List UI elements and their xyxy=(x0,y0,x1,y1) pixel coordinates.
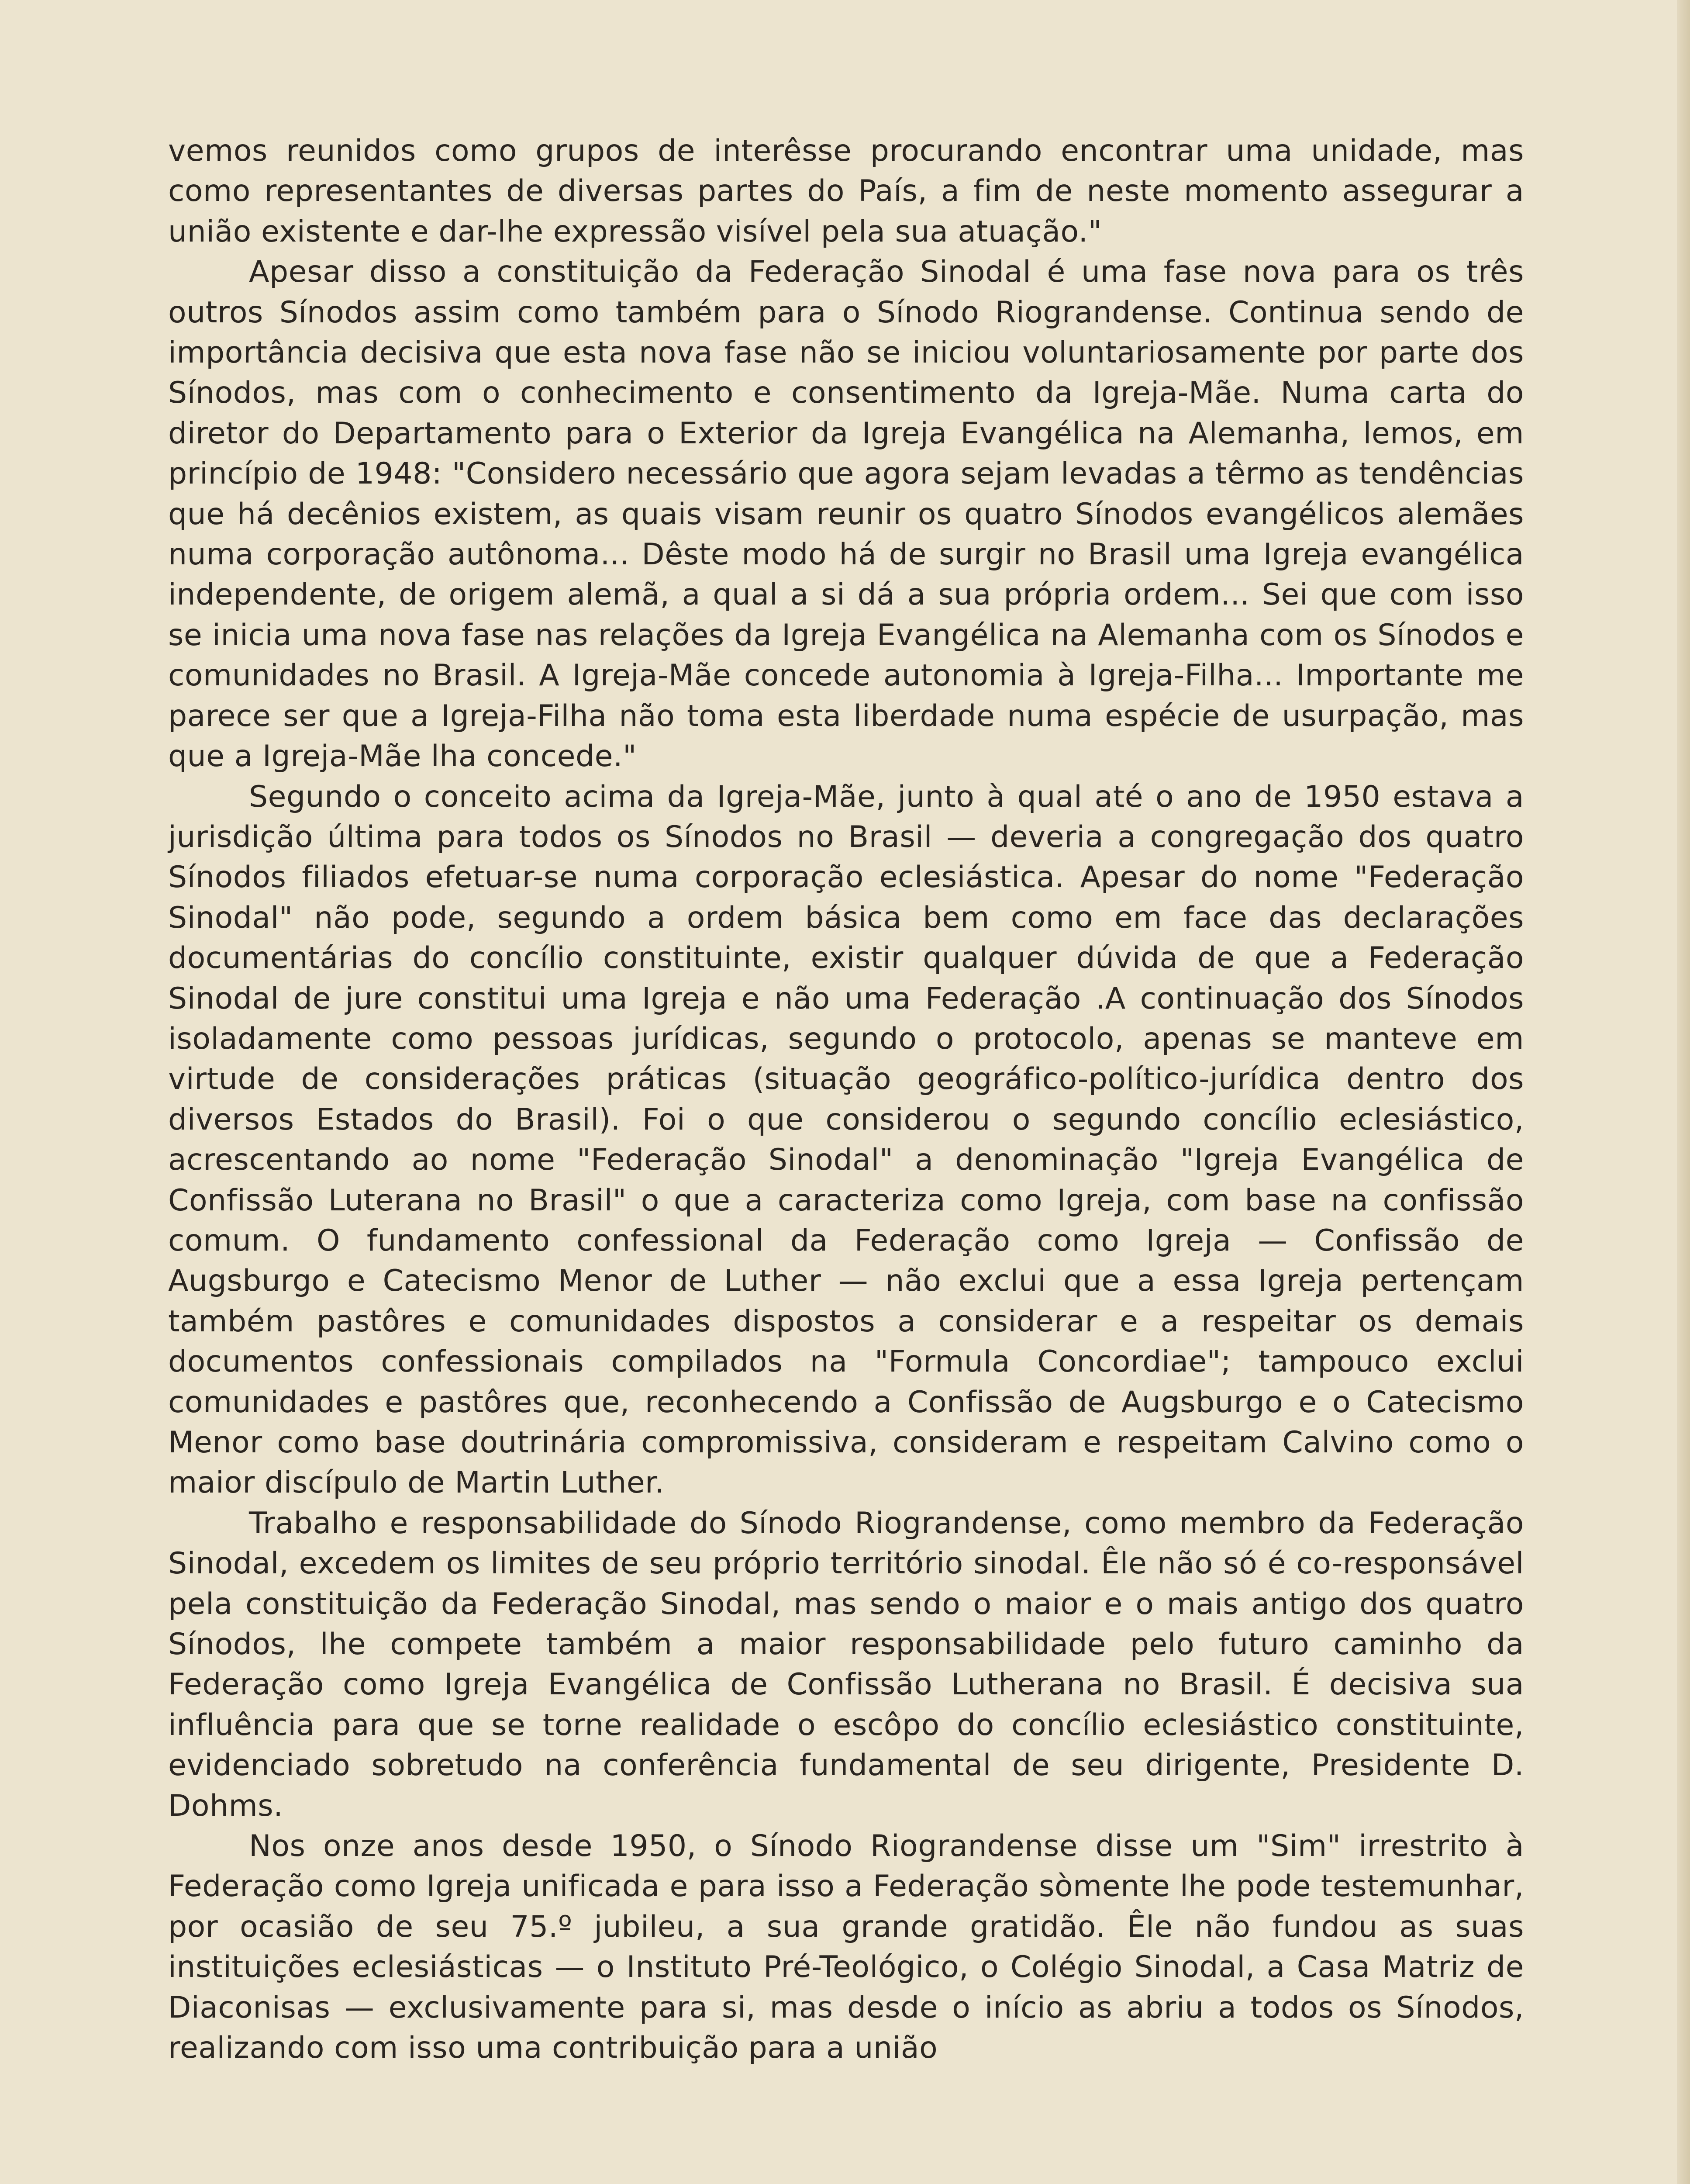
paragraph-onze-anos: Nos onze anos desde 1950, o Sínodo Riograndense disse um "Sim" irrestrito à Federação como Igreja unificada e para isso a Federação sòmente lhe pode testemunhar, por ocasião de seu 75.º jubileu, a sua grande gratidão. Êle não fundou as suas instituições eclesiásticas — o Instituto Pré-Teológico, o Colégio Sinodal, a Casa Matriz de Diaconisas — exclusivamente para si, mas desde o início as abriu a todos os Sínodos, realizando com isso uma contribuição para a união xyxy=(168,1829,1524,2066)
paragraph-conceito-igreja-mae: Segundo o conceito acima da Igreja-Mãe, junto à qual até o ano de 1950 estava a jurisdição última para todos os Sínodos no Brasil — deveria a congregação dos quatro Sínodos filiados efetuar-se numa corporação eclesiástica. Apesar do nome "Federação Sinodal" não pode, segundo a ordem básica bem como em face das declarações documentárias do concílio constituinte, existir qualquer dúvida de que a Federação Sinodal de jure constitui uma Igreja e não uma Federação .A continuação dos Sínodos isoladamente como pessoas jurídicas, segundo o protocolo, apenas se manteve em virtude de considerações práticas (situação geográfico-político-jurídica dentro dos diversos Estados do Brasil). Foi o que considerou o segundo concílio eclesiástico, acrescentando ao nome "Federação Sinodal" a denominação "Igreja Evangélica de Confissão Luterana no Brasil" o que a caracteriza como Igreja, com base na confissão comum. O fundamento confessional da Federação como Igreja — Confissão de Augsburgo e Catecismo Menor de Luther — não exclui que a essa Igreja pertençam também pastôres e comunidades dispostos a considerar e a respeitar os demais documentos confessionais compilados na "Formula Concordiae"; tampouco exclui comunidades e pastôres que, reconhecendo a Confissão de Augsburgo e o Catecismo Menor como base doutrinária compromissiva, consideram e respeitam Calvino como o maior discípulo de Martin Luther. xyxy=(168,779,1524,1500)
paragraph-continuation: vemos reunidos como grupos de interêsse procurando encontrar uma unidade, mas como representantes de diversas partes do País, a fim de neste momento assegurar a união existente e dar-lhe expressão visível pela sua atuação." xyxy=(168,134,1524,249)
body-text xyxy=(168,131,1524,2069)
paragraph-trabalho-responsabilidade: Trabalho e responsabilidade do Sínodo Riograndense, como membro da Federação Sinodal, excedem os limites de seu próprio território sinodal. Êle não só é co-responsável pela constituição da Federação Sinodal, mas sendo o maior e o mais antigo dos quatro Sínodos, lhe compete também a maior responsabilidade pelo futuro caminho da Federação como Igreja Evangélica de Confissão Lutherana no Brasil. É decisiva sua influência para que se torne realidade o escôpo do concílio eclesiástico constituinte, evidenciado sobretudo na conferência fundamental de seu dirigente, Presidente D. Dohms. xyxy=(168,1506,1524,1823)
page-edge-shadow xyxy=(1677,0,1690,2184)
paragraph-federacao-fase-nova: Apesar disso a constituição da Federação Sinodal é uma fase nova para os três outros Sínodos assim como também para o Sínodo Riograndense. Continua sendo de importância decisiva que esta nova fase não se iniciou voluntariosamente por parte dos Sínodos, mas com o conhecimento e consentimento da Igreja-Mãe. Numa carta do diretor do Departamento para o Exterior da Igreja Evangélica na Alemanha, lemos, em princípio de 1948: "Considero necessário que agora sejam levadas a têrmo as tendências que há decênios existem, as quais visam reunir os quatro Sínodos evangélicos alemães numa corporação autônoma... Dêste modo há de surgir no Brasil uma Igreja evangélica independente, de origem alemã, a qual a si dá a sua própria ordem... Sei que com isso se inicia uma nova fase nas relações da Igreja Evangélica na Alemanha com os Sínodos e comunidades no Brasil. A Igreja-Mãe concede autonomia à Igreja-Filha... Importante me parece ser que a Igreja-Filha não toma esta liberdade numa espécie de usurpação, mas que a Igreja-Mãe lha concede." xyxy=(168,255,1524,774)
